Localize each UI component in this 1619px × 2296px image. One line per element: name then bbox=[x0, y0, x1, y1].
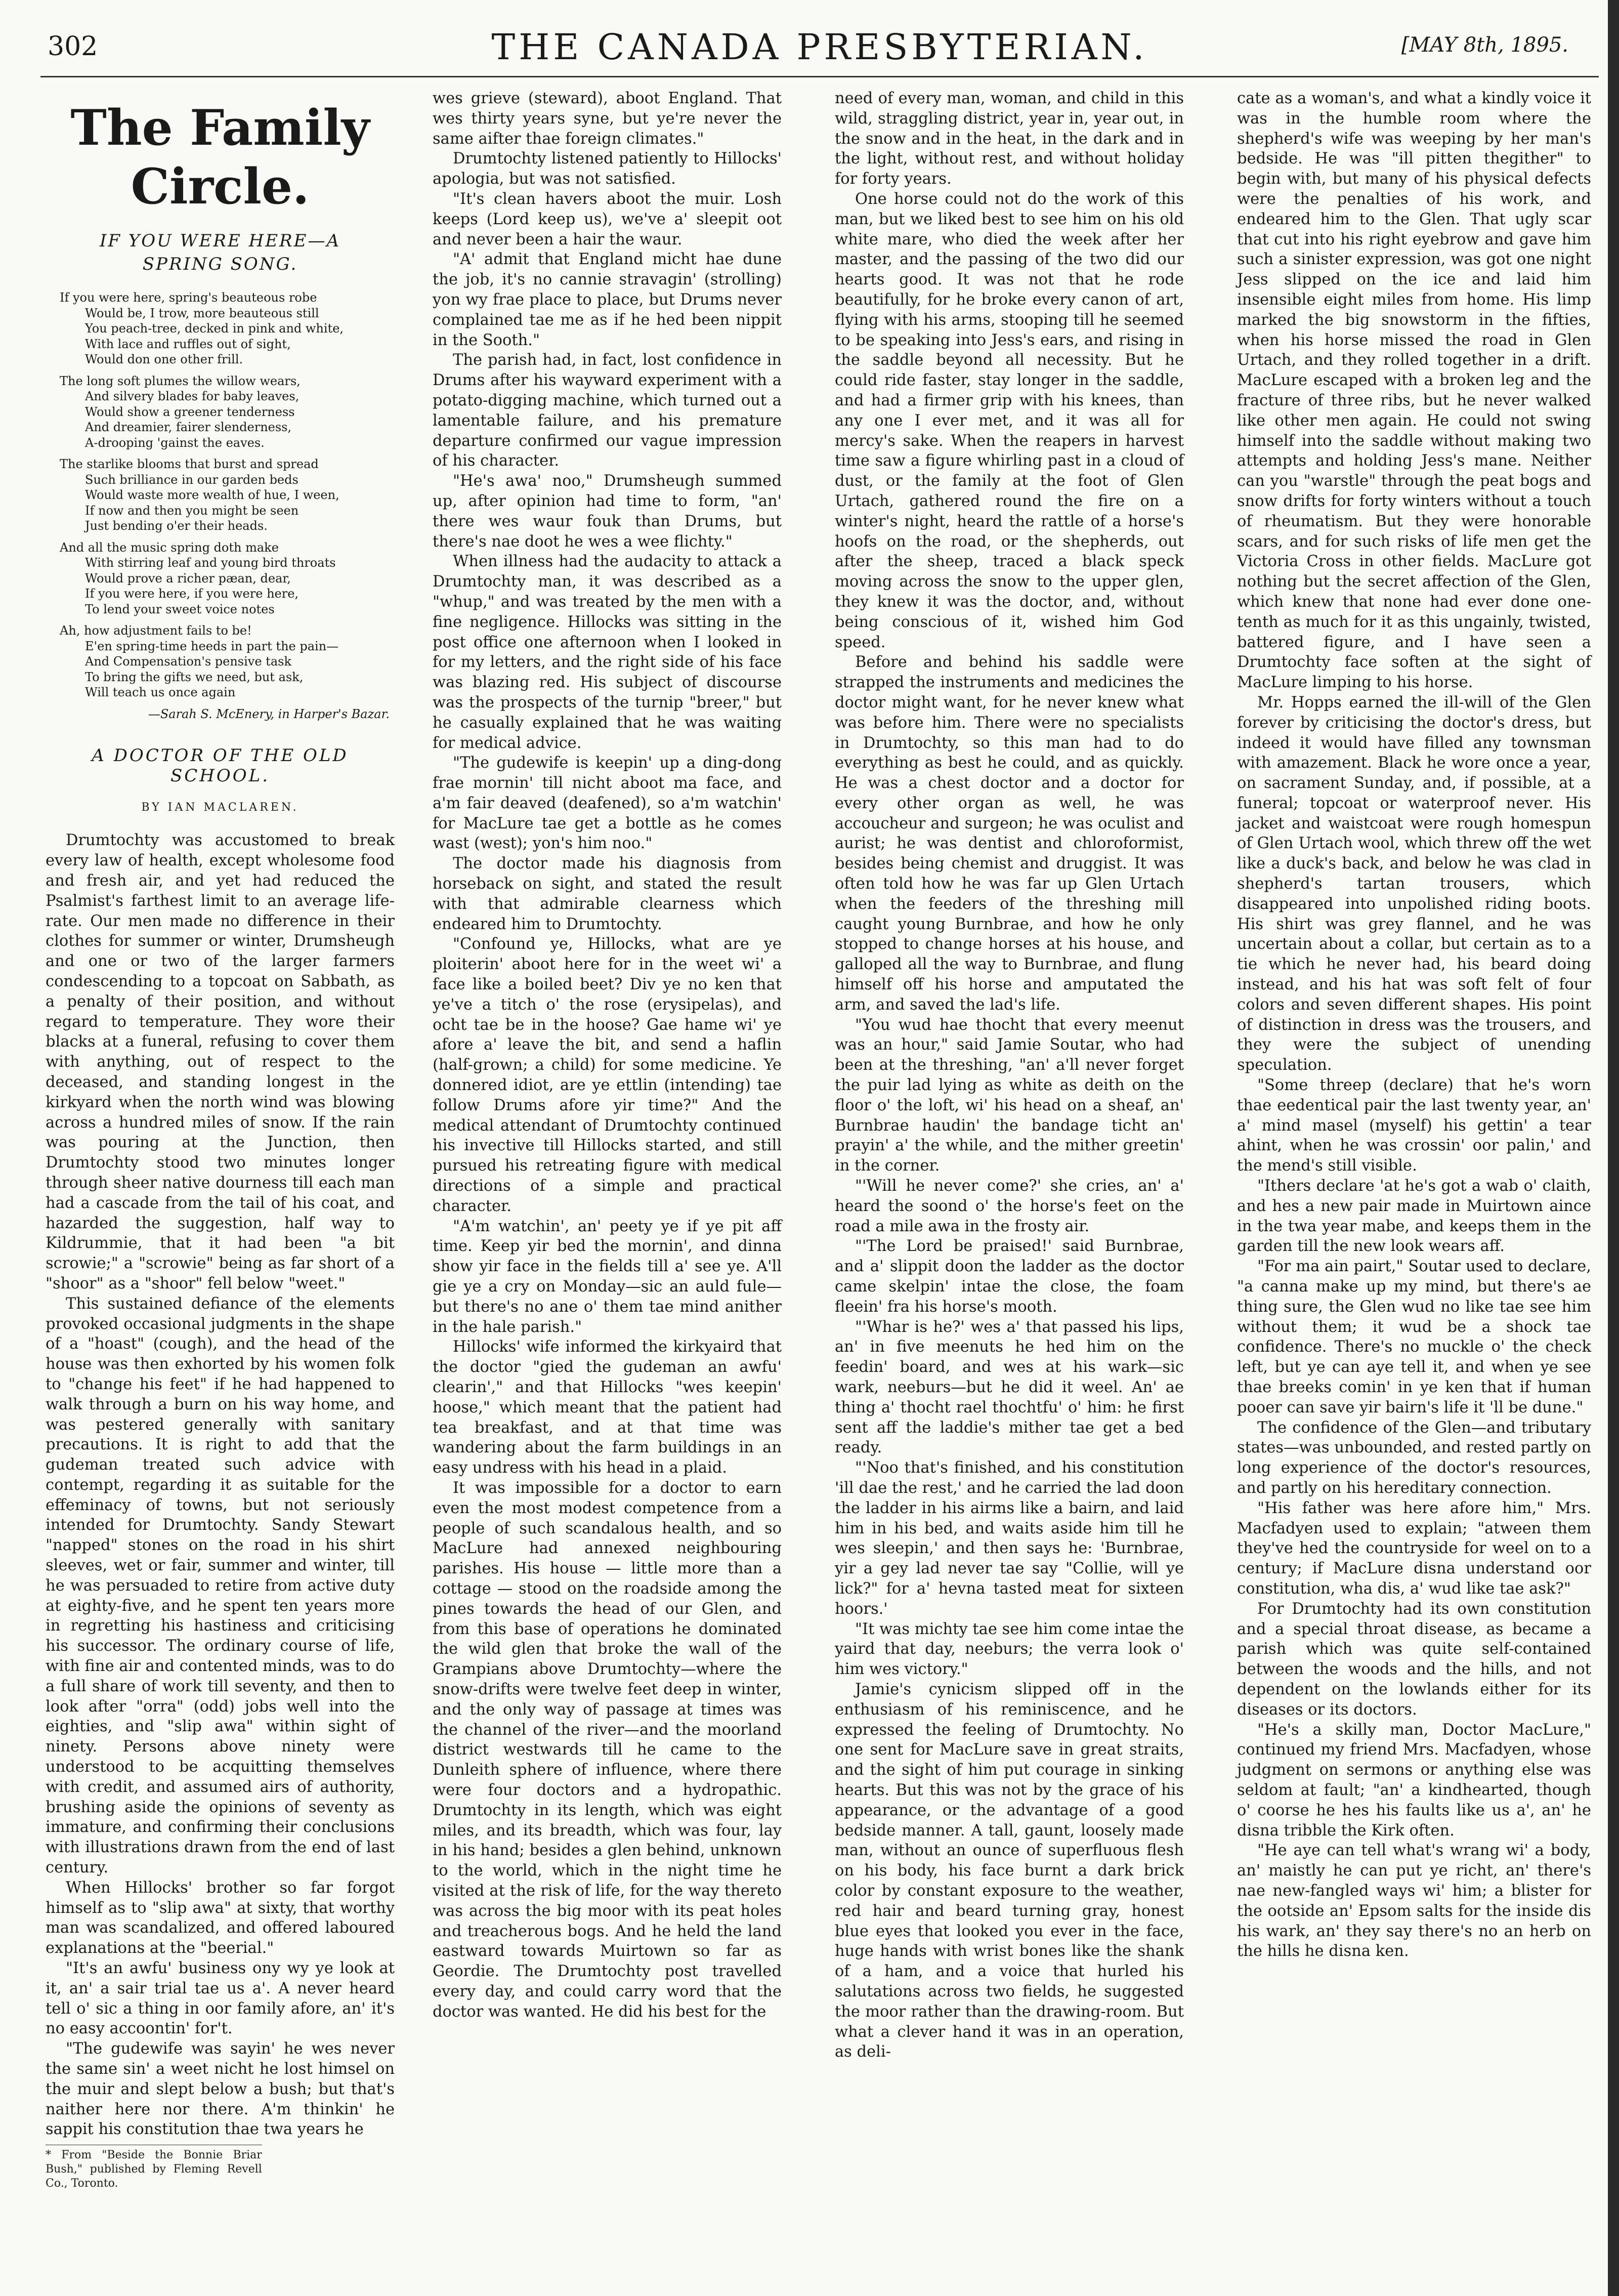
page-number: 302 bbox=[48, 31, 98, 62]
poem-title: IF YOU WERE HERE—A SPRING SONG. bbox=[99, 231, 341, 274]
story-byline: BY IAN MACLAREN. bbox=[141, 801, 299, 814]
paragraph: "You wud hae thocht that every meenut was an hour," said Jamie Soutar, who had been at the threshing, "an' a'll never forget the puir lad lying as white as deith on the floor o' the loft, wi' his head on a sheaf, an' Burnbrae haudin' the bandage ticht an' prayin' a' the while, and the mither greetin' in the corner. bbox=[835, 1016, 1184, 1175]
paragraph: Drumtochty listened patiently to Hillocks' apologia, but was not satisfied. bbox=[433, 150, 782, 188]
paragraph: "He aye can tell what's wrang wi' a body, an' maistly he can put ye richt, an' there's nae new-fangled ways wi' him; a blister for the ootside an' Epsom salts for the inside dis his wark, an' they say there's no an herb on the hills he disna ken. bbox=[1237, 1842, 1591, 1960]
paragraph: Before and behind his saddle were strapped the instruments and medicines the doctor might want, for he never knew what was before him. There were no specialists in Drumtochty, so this man had to do everything as best he could, and as quickly. He was a chest doctor and a doctor for every other organ as well, he was accoucheur and surgeon; he was oculist and aurist; he was dentist and chloroformist, besides being chemist and druggist. It was often told how he was far up Glen Urtach when the feeders of the threshing mill caught young Burnbrae, and how he only stopped to change horses at his house, and galloped all the way to Burnbrae, and flung himself off his horse and amputated the arm, and saved the lad's life. bbox=[835, 653, 1184, 1014]
paragraph: "The gudewife is keepin' up a ding-dong frae mornin' till nicht aboot ma face, and a'm fair deaved (deafened), so a'm watchin' for MacLure tae get a bottle as he comes wast (west); yon's him noo." bbox=[433, 754, 782, 853]
poem-stanza bbox=[60, 373, 395, 451]
column-4 bbox=[1237, 89, 1591, 1961]
poem-line: Would prove a richer pæan, dear, bbox=[85, 571, 291, 586]
paragraph: "The gudewife was sayin' he wes never the same sin' a weet nicht he lost himsel on the muir and slept below a bush; but that's naither here nor there. A'm thinkin' he sappit his constitution thae twa years he bbox=[46, 2040, 395, 2139]
paragraph: "Some threep (declare) that he's worn thae eedentical pair the last twenty year, an' a' mind masel (myself) his gettin' a tear ahint, when he was crossin' oor palin,' and the mend's still visible. bbox=[1237, 1076, 1591, 1175]
column-2 bbox=[433, 89, 782, 2022]
paragraph: Mr. Hopps earned the ill-will of the Glen forever by criticising the doctor's dress, but indeed it would have filled any townsman with amazement. Black he wore once a year, on sacrament Sunday, and, if possible, at a funeral; topcoat or waterproof never. His jacket and waistcoat were rough homespun of Glen Urtach wool, which threw off the wet like a duck's back, and below he was clad in shepherd's tartan trousers, which disappeared into unpolished riding boots. His shirt was grey flannel, and he was uncertain about a collar, but certain as to a tie which he never had, his beard doing instead, and his hat was soft felt of four colors and seven different shapes. His point of distinction in dress was the trousers, and they were the subject of unending speculation. bbox=[1237, 693, 1591, 1074]
paragraph: "Confound ye, Hillocks, what are ye ploiterin' aboot here for in the weet wi' a face like a boiled beet? Div ye no ken that ye've a titch o' the rose (erysipelas), and ocht tae be in the hoose? Gae hame wi' ye afore a' leave the bit, and send a haflin (half-grown; a child) for some medicine. Ye donnered idiot, are ye ettlin (intending) tae follow Drums afore yir time?" And the medical attendant of Drumtochty continued his invective till Hillocks started, and still pursued his retreating figure with medical directions of a simple and practical character. bbox=[433, 935, 782, 1215]
paragraph: One horse could not do the work of this man, but we liked best to see him on his old white mare, who died the week after her master, and the passing of the two did our hearts good. It was not that he rode beautifully, for he broke every canon of art, flying with his arms, stooping till he seemed to be speaking into Jess's ears, and rising in the saddle beyond all necessity. But he could ride faster, stay longer in the saddle, and had a firmer grip with his knees, than any one I ever met, and it was all for mercy's sake. When the reapers in harvest time saw a figure whirling past in a cloud of dust, or the family at the foot of Glen Urtach, gathered round the fire on a winter's night, heard the rattle of a horse's hoofs on the road, or the shepherds, out after the sheep, traced a black speck moving across the snow to the upper glen, they knew it was the doctor, and, without being conscious of it, wished him God speed. bbox=[835, 190, 1184, 651]
paragraph: wes grieve (steward), aboot England. That wes thirty years syne, but ye're never the same aifter thae foreign climates." bbox=[433, 90, 782, 148]
poem-line: Would don one other frill. bbox=[85, 352, 243, 366]
poem-line: With lace and ruffles out of sight, bbox=[85, 337, 291, 351]
poem-line: To bring the gifts we need, but ask, bbox=[85, 670, 304, 684]
poem-line: Just bending o'er their heads. bbox=[85, 519, 268, 533]
paragraph: need of every man, woman, and child in this wild, straggling district, year in, year out, in the snow and in the heat, in the dark and in the light, without rest, and without holiday for forty years. bbox=[835, 90, 1184, 188]
poem-line: Would waste more wealth of hue, I ween, bbox=[85, 488, 339, 502]
story-title: A DOCTOR OF THE OLD SCHOOL. bbox=[92, 745, 349, 786]
paragraph: The parish had, in fact, lost confidence in Drums after his wayward experiment with a potato-digging machine, which turned out a lamentable failure, and his premature departure confirmed our vague impression of his character. bbox=[433, 351, 782, 470]
poem-line: Will teach us once again bbox=[85, 685, 236, 699]
running-title: THE CANADA PRESBYTERIAN. bbox=[491, 26, 1148, 68]
paragraph: This sustained defiance of the elements provoked occasional judgments in the shape of a "hoast" (cough), and the head of the house was then exhorted by his women folk to "change his feet" if he had happened to walk through a burn on his way home, and was pestered generally with sanitary precautions. It is right to add that the gudeman treated such advice with contempt, regarding it as suitable for the effeminacy of towns, but not seriously intended for Drumtochty. Sandy Stewart "napped" stones on the road in his shirt sleeves, wet or fair, summer and winter, till he was persuaded to retire from active duty at eighty-five, and he spent ten years more in regretting his hastiness and criticising his successor. The ordinary course of life, with fine air and contented minds, was to do a full share of work till seventy, and then to look after "orra" (odd) jobs well into the eighties, and "slip awa" within sight of ninety. Persons above ninety were understood to be acquitting themselves with credit, and assumed airs of authority, brushing aside the opinions of seventy as immature, and confirming their conclusions with illustrations drawn from the end of last century. bbox=[46, 1295, 395, 1877]
paragraph: "'Noo that's finished, and his constitution 'ill dae the rest,' and he carried the lad doon the ladder in his airms like a bairn, and laid him in his bed, and waits aside him till he wes sleepin,' and then says he: 'Burnbrae, yir a gey lad never tae say "Collie, will ye lick?" for a' hevna tasted meat for sixteen hoors.' bbox=[835, 1459, 1184, 1618]
poem-line: With stirring leaf and young bird throats bbox=[85, 556, 336, 570]
paragraph: It was impossible for a doctor to earn even the most modest competence from a people of such scandalous health, and so MacLure had annexed neighbouring parishes. His house — little more than a cottage — stood on the roadside among the pines towards the head of our Glen, and from this base of operations he dominated the wild glen that broke the wall of the Grampians above Drumtochty—where the snow-drifts were twelve feet deep in winter, and the only way of passage at times was the channel of the river—and the moorland district westwards till he came to the Dunleith sphere of influence, where there were four doctors and a hydropathic. Drumtochty in its length, which was eight miles, and its breadth, which was four, lay in his hand; besides a glen behind, unknown to the world, which in the night time he visited at the risk of life, for the way thereto was across the big moor with its peat holes and treacherous bogs. And he held the land eastward towards Muirtown so far as Geordie. The Drumtochty post travelled every day, and could carry word that the doctor was wanted. He did his best for the bbox=[433, 1479, 782, 2021]
poem-line: The starlike blooms that burst and spread bbox=[60, 457, 319, 471]
page-header bbox=[40, 20, 1599, 81]
paragraph: cate as a woman's, and what a kindly voice it was in the humble room where the shepherd's wife was weeping by her man's bedside. He was "ill pitten thegither" to begin with, but many of his physical defects were the penalties of his work, and endeared him to the Glen. That ugly scar that cut into his right eyebrow and gave him such a sinister expression, was got one night Jess slipped on the ice and laid him insensible eight miles from home. His limp marked the big snowstorm in the fifties, when his horse missed the road in Glen Urtach, and they rolled together in a drift. MacLure escaped with a broken leg and the fracture of three ribs, but he never walked like other men again. He could not swing himself into the saddle without making two attempts and holding Jess's mane. Neither can you "warstle" through the peat bogs and snow drifts for forty winters without a touch of rheumatism. But they were honorable scars, and for such risks of life men get the Victoria Cross in other fields. MacLure got nothing but the secret affection of the Glen, which knew that none had ever done one-tenth as much for it as this ungainly, twisted, battered figure, and I have seen a Drumtochty face soften at the sight of MacLure limping to his horse. bbox=[1237, 90, 1591, 692]
poem-line: E'en spring-time heeds in part the pain— bbox=[85, 639, 339, 653]
poem-line: And silvery blades for baby leaves, bbox=[85, 389, 300, 403]
paragraph: "'Whar is he?' wes a' that passed his lips, an' in five meenuts he hed him on the feedin' board, and wes at his wark—sic wark, neeburs—but he did it weel. An' ae thing a' thocht rael thochtfu' o' him: he first sent aff the laddie's mither tae get a bed ready. bbox=[835, 1318, 1184, 1457]
poem-line: If you were here, spring's beauteous robe bbox=[60, 290, 317, 305]
poem-line: And all the music spring doth make bbox=[60, 540, 279, 555]
column-1-body bbox=[46, 830, 395, 2140]
paragraph: "'Will he never come?' she cries, an' a' heard the soond o' the horse's feet on the road a mile awa in the frosty air. bbox=[835, 1177, 1184, 1235]
poem-line: And Compensation's pensive task bbox=[85, 654, 291, 669]
paragraph: The doctor made his diagnosis from horseback on sight, and stated the result with that admirable clearness which endeared him to Drumtochty. bbox=[433, 855, 782, 933]
issue-date: [MAY 8th, 1895. bbox=[1401, 33, 1568, 57]
paragraph: When illness had the audacity to attack a Drumtochty man, it was described as a "whup," and was treated by the men with a fine negligence. Hillocks was sitting in the post office one afternoon when I looked in for my letters, and the right side of his face was blazing red. His subject of discourse was the prospects of the turnip "breer," but he casually explained that he was waiting for medical advice. bbox=[433, 553, 782, 752]
poem-line: Would be, I trow, more beauteous still bbox=[85, 306, 319, 320]
paragraph: "His father was here afore him," Mrs. Macfadyen used to explain; "atween them they've hed the countryside for weel on to a century; if MacLure disna understand oor constitution, wha dis, a' wud like tae ask?" bbox=[1237, 1499, 1591, 1598]
paragraph: "He's awa' noo," Drumsheugh summed up, after opinion had time to form, "an' there wes waur fouk than Drums, but there's nae doot he wes a wee flichty." bbox=[433, 472, 782, 551]
poem-stanza bbox=[60, 623, 395, 700]
poem-line: If you were here, if you were here, bbox=[85, 587, 299, 601]
poem-attribution: —Sarah S. McEnery, in Harper's Bazar. bbox=[148, 706, 390, 721]
section-title: The Family Circle. bbox=[70, 99, 370, 215]
poem-stanza bbox=[60, 290, 395, 367]
poem-line: Would show a greener tenderness bbox=[85, 404, 295, 419]
poem-line: The long soft plumes the willow wears, bbox=[60, 373, 301, 388]
poem-line: A-drooping 'gainst the eaves. bbox=[85, 435, 265, 450]
paragraph: Drumtochty was accustomed to break every law of health, except wholesome food and fresh air, and yet had reduced the Psalmist's farthest limit to an average life-rate. Our men made no difference in their clothes for summer or winter, Drumsheugh and one or two of the larger farmers condescending to a topcoat on Sabbath, as a penalty of their position, and without regard to temperature. They wore their blacks at a funeral, refusing to cover them with anything, out of respect to the deceased, and standing longest in the kirkyard when the north wind was blowing across a hundred miles of snow. If the rain was pouring at the Junction, then Drumtochty stood two minutes longer through sheer native dourness till each man had a cascade from the tail of his coat, and hazarded the suggestion, half way to Kildrummie, that it had been "a bit scrowie;" a "scrowie" being as far short of a "shoor" as a "shoor" fell below "weet." bbox=[46, 831, 395, 1292]
poem-line: Ah, how adjustment fails to be! bbox=[60, 623, 252, 638]
paragraph: The confidence of the Glen—and tributary states—was unbounded, and rested partly on long experience of the doctor's resources, and partly on his hereditary connection. bbox=[1237, 1418, 1591, 1497]
paragraph: "He's a skilly man, Doctor MacLure," continued my friend Mrs. Macfadyen, whose judgment on sermons or anything else was seldom at fault; "an' a kindhearted, though o' coorse he hes his faults like us a', an' he disna tribble the Kirk often. bbox=[1237, 1721, 1591, 1840]
poem-line: To lend your sweet voice notes bbox=[85, 602, 275, 616]
paragraph: "'The Lord be praised!' said Burnbrae, and a' slippit doon the ladder as the doctor came skelpin' intae the close, the foam fleein' fra his horse's mooth. bbox=[835, 1237, 1184, 1316]
paragraph: "A'm watchin', an' peety ye if ye pit aff time. Keep yir bed the mornin', and dinna show yir face in the fields till a' see ye. A'll gie ye a cry on Monday—sic an auld fule—but there's no ane o' them tae mind anither in the hale parish." bbox=[433, 1217, 782, 1336]
footnote: * From "Beside the Bonnie Briar Bush," published by Fleming Revell Co., Toronto. bbox=[46, 2145, 262, 2191]
paragraph: Hillocks' wife informed the kirkyaird that the doctor "gied the gudeman an awfu' clearin'," and that Hillocks "wes keepin' hoose," which meant that the patient had tea breakfast, and at that time was wandering about the farm buildings in an easy undress with his head in a plaid. bbox=[433, 1338, 782, 1477]
paragraph: "It was michty tae see him come intae the yaird that day, neeburs; the verra look o' him wes victory." bbox=[835, 1620, 1184, 1679]
poem-line: If now and then you might be seen bbox=[85, 503, 299, 518]
paragraph: "For ma ain pairt," Soutar used to declare, "a canna make up my mind, but there's ae thing sure, the Glen wud no like tae see him without them; it wud be a shock tae confidence. There's no muckle o' the check left, but ye can aye tell it, and when ye see thae breeks comin' in ye ken that if human pooer can save yir bairn's life it 'll be dune." bbox=[1237, 1258, 1591, 1416]
paragraph: "Ithers declare 'at he's got a wab o' claith, and hes a new pair made in Muirtown aince in the twa year mabe, and keeps them in the garden till the new look wears aff. bbox=[1237, 1177, 1591, 1256]
paragraph: Jamie's cynicism slipped off in the enthusiasm of his reminiscence, and he expressed the feeling of Drumtochty. No one sent for MacLure save in great straits, and the sight of him put courage in sinking hearts. But this was not by the grace of his appearance, or the advantage of a good bedside manner. A tall, gaunt, loosely made man, without an ounce of superfluous flesh on his body, his face burnt a dark brick color by constant exposure to the weather, red hair and beard turning gray, honest blue eyes that looked you ever in the face, huge hands with wrist bones like the shank of a ham, and a voice that hurled his salutations across two fields, he suggested the moor rather than the drawing-room. But what a clever hand it was in an operation, as deli- bbox=[835, 1680, 1184, 2061]
paragraph: When Hillocks' brother so far forgot himself as to "slip awa" at sixty, that worthy man was scandalized, and offered laboured explanations at the "beerial." bbox=[46, 1878, 395, 1957]
paragraph: "It's clean havers aboot the muir. Losh keeps (Lord keep us), we've a' sleepit oot and never been a hair the waur. bbox=[433, 190, 782, 248]
scan-edge bbox=[1608, 0, 1619, 2296]
poem-line: Such brilliance in our garden beds bbox=[85, 472, 299, 487]
poem-stanza bbox=[60, 456, 395, 534]
poem-line: And dreamier, fairer slenderness, bbox=[85, 420, 292, 434]
poem-stanza bbox=[60, 540, 395, 617]
paragraph: "It's an awfu' business ony wy ye look at it, an' a sair trial tae us a'. A never heard tell o' sic a thing in oor family afore, an' it's no easy accoontin' for't. bbox=[46, 1959, 395, 2038]
column-1 bbox=[46, 89, 395, 2191]
header-rule bbox=[40, 76, 1599, 77]
paragraph: "A' admit that England micht hae dune the job, it's no cannie stravagin' (strolling) yon wy frae place to place, but Drums never complained tae me as if he hed been nippit in the Sooth." bbox=[433, 251, 782, 349]
paragraph: For Drumtochty had its own constitution and a special throat disease, as became a parish which was quite self-contained between the woods and the hills, and not dependent on the lowlands either for its diseases or its doctors. bbox=[1237, 1600, 1591, 1719]
poem-line: You peach-tree, decked in pink and white, bbox=[85, 321, 344, 336]
poem-body bbox=[60, 290, 395, 700]
column-3 bbox=[835, 89, 1184, 2062]
